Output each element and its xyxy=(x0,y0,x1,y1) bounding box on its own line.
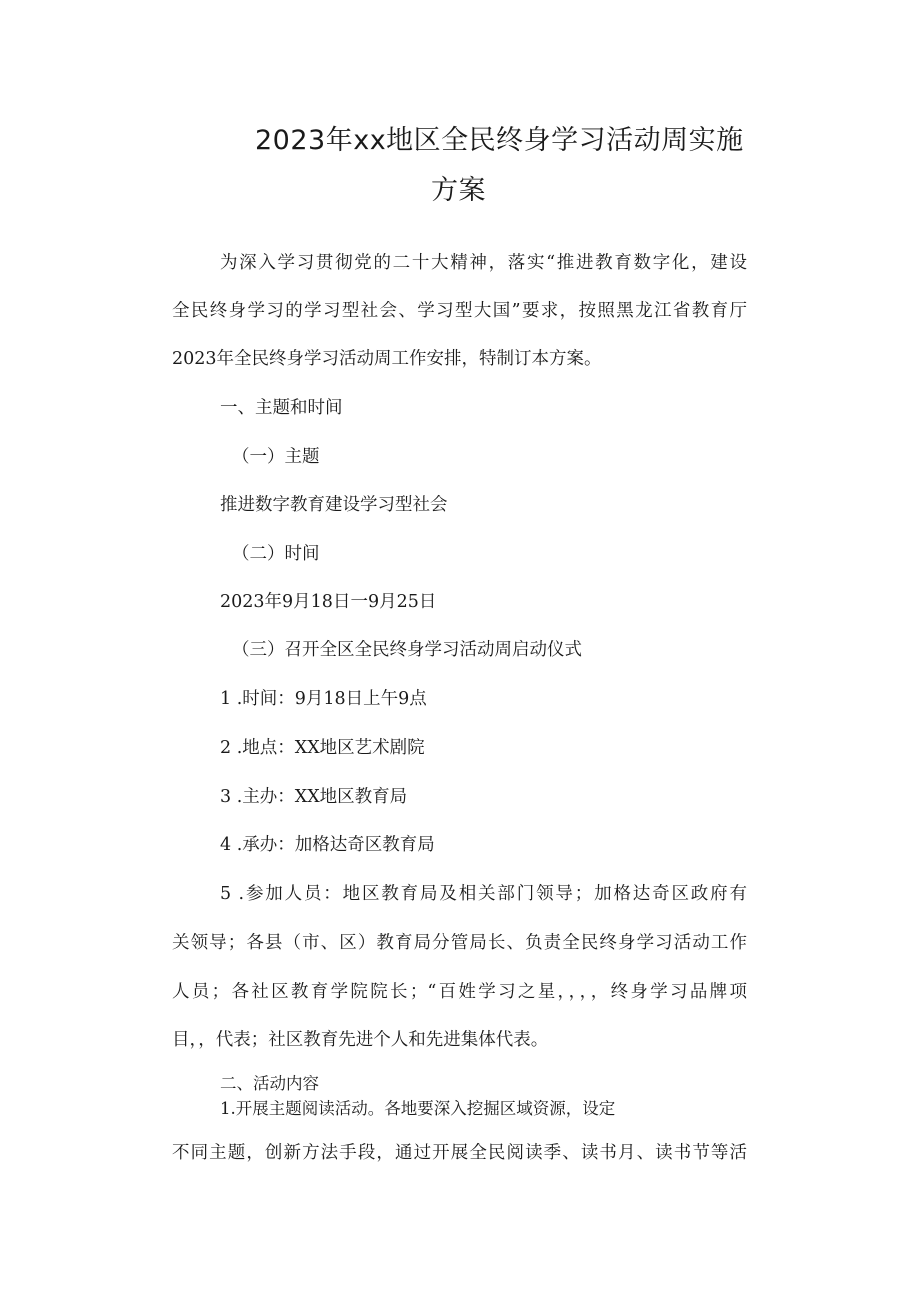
list-item-time: 1 .时间：9月18日上午9点 xyxy=(220,689,427,709)
intro-paragraph-line-3: 2023年全民终身学习活动周工作安排，特制订本方案。 xyxy=(172,349,602,369)
participants-continuation-line-1: 关领导；各县（市、区）教育局分管局长、负责全民终身学习活动工作 xyxy=(172,933,747,953)
intro-paragraph-line-1: 为深入学习贯彻党的二十大精神，落实“推进教育数字化，建设 xyxy=(220,253,747,273)
list-item-organizer: 4 .承办：加格达奇区教育局 xyxy=(220,835,435,855)
theme-text: 推进数字教育建设学习型社会 xyxy=(220,495,448,515)
activity-item-1-line-1: 1.开展主题阅读活动。各地要深入挖掘区域资源，设定 xyxy=(220,1099,616,1118)
participants-continuation-line-2: 人员；各社区教育学院院长；“百姓学习之星，，，，终身学习品牌项 xyxy=(172,982,747,1002)
document-title-line-2: 方案 xyxy=(431,175,486,206)
activity-item-1-line-2: 不同主题，创新方法手段，通过开展全民阅读季、读书月、读书节等活 xyxy=(172,1143,747,1163)
participants-continuation-line-3: 目，，代表；社区教育先进个人和先进集体代表。 xyxy=(172,1030,549,1050)
section-1-heading: 一、主题和时间 xyxy=(220,398,343,418)
document-title-line-1: 2023年xx地区全民终身学习活动周实施 xyxy=(255,125,744,156)
intro-paragraph-line-2: 全民终身学习的学习型社会、学习型大国”要求，按照黑龙江省教育厅 xyxy=(172,301,747,321)
section-2-heading: 二、活动内容 xyxy=(220,1074,319,1093)
list-item-location: 2 .地点：XX地区艺术剧院 xyxy=(220,738,425,758)
subsection-theme-heading: （一）主题 xyxy=(232,447,320,467)
list-item-host: 3 .主办：XX地区教育局 xyxy=(220,787,408,807)
list-item-participants: 5 .参加人员：地区教育局及相关部门领导；加格达奇区政府有 xyxy=(220,884,747,904)
subsection-time-heading: （二）时间 xyxy=(232,544,320,564)
time-text: 2023年9月18日一9月25日 xyxy=(220,592,437,612)
subsection-ceremony-heading: （三）召开全区全民终身学习活动周启动仪式 xyxy=(232,640,582,660)
